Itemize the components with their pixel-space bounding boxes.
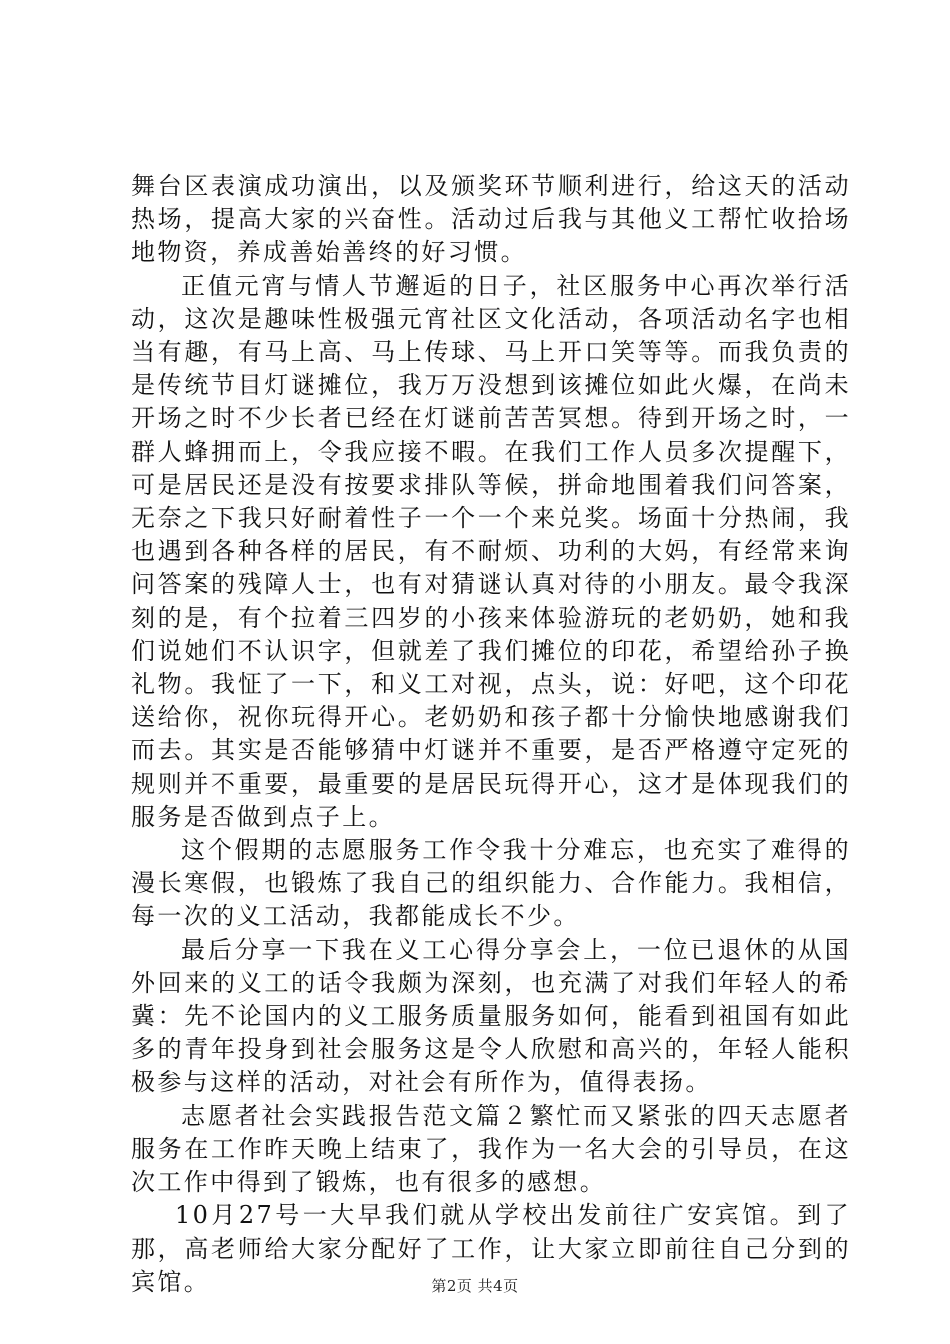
- paragraph-5: 志愿者社会实践报告范文篇２繁忙而又紧张的四天志愿者服务在工作昨天晚上结束了，我作为一名大会的引导员，在这次工作中得到了锻炼，也有很多的感想。: [131, 1101, 851, 1197]
- document-body: [131, 170, 851, 1299]
- paragraph-1: 舞台区表演成功演出，以及颁奖环节顺利进行，给这天的活动热场，提高大家的兴奋性。活动过后我与其他义工帮忙收拾场地物资，养成善始善终的好习惯。: [131, 172, 851, 267]
- page-number-footer: 第2页 共4页: [431, 1277, 519, 1295]
- paragraph-4: 最后分享一下我在义工心得分享会上，一位已退休的从国外回来的义工的话令我颇为深刻，也充满了对我们年轻人的希冀：先不论国内的义工服务质量服务如何，能看到祖国有如此多的青年投身到社会服务这是令人欣慰和高兴的，年轻人能积极参与这样的活动，对社会有所作为，值得表扬。: [131, 935, 851, 1097]
- paragraph-2: 正值元宵与情人节邂逅的日子，社区服务中心再次举行活动，这次是趣味性极强元宵社区文化活动，各项活动名字也相当有趣，有马上高、马上传球、马上开口笑等等。而我负责的是传统节目灯谜摊位，我万万没想到该摊位如此火爆，在尚未开场之时不少长者已经在灯谜前苦苦冥想。待到开场之时，一群人蜂拥而上，令我应接不暇。在我们工作人员多次提醒下，可是居民还是没有按要求排队等候，拼命地围着我们问答案，无奈之下我只好耐着性子一个一个来兑奖。场面十分热闹，我也遇到各种各样的居民，有不耐烦、功利的大妈，有经常来询问答案的残障人士，也有对猜谜认真对待的小朋友。最令我深刻的是，有个拉着三四岁的小孩来体验游玩的老奶奶，她和我们说她们不认识字，但就差了我们摊位的印花，希望给孙子换礼物。我怔了一下，和义工对视，点头，说：好吧，这个印花送给你，祝你玩得开心。老奶奶和孩子都十分愉快地感谢我们而去。其实是否能够猜中灯谜并不重要，是否严格遵守定死的规则并不重要，最重要的是居民玩得开心，这才是体现我们的服务是否做到点子上。: [131, 271, 851, 831]
- paragraph-6: 10月27号一大早我们就从学校出发前往广安宾馆。到了那，高老师给大家分配好了工作，让大家立即前往自己分到的宾馆。: [131, 1201, 851, 1296]
- paragraph-3: 这个假期的志愿服务工作令我十分难忘，也充实了难得的漫长寒假，也锻炼了我自己的组织能力、合作能力。我相信，每一次的义工活动，我都能成长不少。: [131, 836, 851, 931]
